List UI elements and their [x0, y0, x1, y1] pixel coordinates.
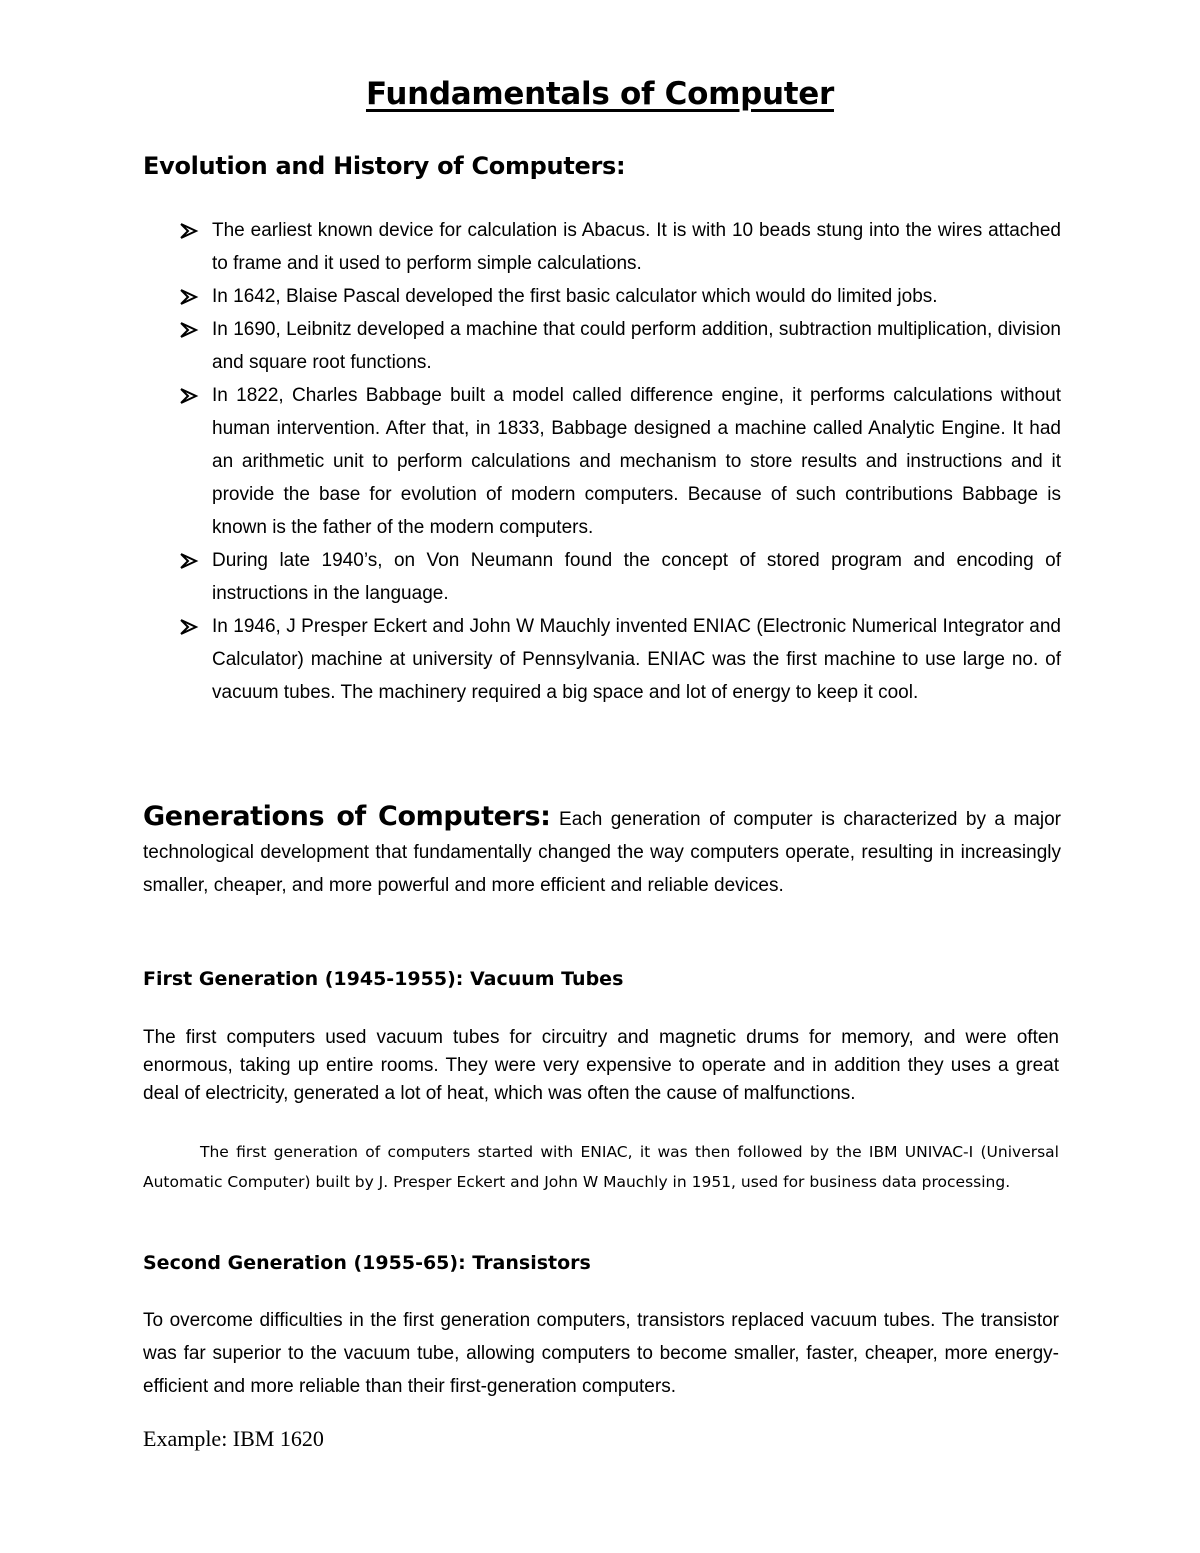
generations-section — [143, 800, 1061, 902]
evolution-heading: Evolution and History of Computers: — [143, 152, 626, 180]
arrow-bullet-icon — [178, 610, 200, 643]
bullet-text: In 1946, J Presper Eckert and John W Mauchly invented ENIAC (Electronic Numerical Integrator and Calculator) machine at university of Pennsylvania. ENIAC was the first machine to use large no. of vacuum tubes. The machinery required a big space and lot of energy to keep it cool. — [212, 616, 1061, 703]
arrow-bullet-icon — [178, 544, 200, 577]
second-generation-paragraph: To overcome difficulties in the first generation computers, transistors replaced vacuum tubes. The transistor was far superior to the vacuum tube, allowing computers to become smaller, faster, cheaper, more energy-efficient and more reliable than their first-generation computers. — [143, 1310, 1059, 1397]
arrow-bullet-icon — [178, 214, 200, 247]
arrow-bullet-icon — [178, 313, 200, 346]
evolution-bullet-list — [143, 214, 1061, 709]
list-item — [143, 379, 1061, 544]
document-title: Fundamentals of Computer — [365, 76, 834, 112]
first-generation-heading: First Generation (1945-1955): Vacuum Tubes — [143, 968, 624, 990]
generations-intro: Each generation of computer is characterized by a major technological development that fundamentally changed the way computers operate, resulting in increasingly smaller, cheaper, and more powerful and more efficient and reliable devices. — [143, 809, 1061, 896]
bullet-text: The earliest known device for calculation is Abacus. It is with 10 beads stung into the wires attached to frame and it used to perform simple calculations. — [212, 220, 1061, 274]
list-item — [143, 544, 1061, 610]
bullet-text: In 1642, Blaise Pascal developed the first basic calculator which would do limited jobs. — [212, 286, 938, 307]
example-line: Example: IBM 1620 — [143, 1426, 324, 1451]
first-generation-detail — [143, 1137, 1059, 1197]
first-generation-detail-text: The first generation of computers started with ENIAC, it was then followed by the IBM UNIVAC-I (Universal Automatic Computer) built by J. Presper Eckert and John W Mauchly in 1951, used for business data processing. — [143, 1143, 1059, 1191]
list-item — [143, 610, 1061, 709]
list-item — [143, 214, 1061, 280]
arrow-bullet-icon — [178, 280, 200, 313]
bullet-text: During late 1940’s, on Von Neumann found the concept of stored program and encoding of instructions in the language. — [212, 550, 1061, 604]
second-generation-heading: Second Generation (1955-65): Transistors — [143, 1252, 591, 1274]
list-item — [143, 280, 1061, 313]
list-item — [143, 313, 1061, 379]
generations-heading: Generations of Computers: — [143, 801, 551, 832]
first-generation-paragraph: The first computers used vacuum tubes for circuitry and magnetic drums for memory, and were often enormous, taking up entire rooms. They were very expensive to operate and in addition they uses a great deal of electricity, generated a lot of heat, which was often the cause of malfunctions. — [143, 1027, 1059, 1104]
arrow-bullet-icon — [178, 379, 200, 412]
bullet-text: In 1690, Leibnitz developed a machine that could perform addition, subtraction multiplication, division and square root functions. — [212, 319, 1061, 373]
bullet-text: In 1822, Charles Babbage built a model called difference engine, it performs calculations without human intervention. After that, in 1833, Babbage designed a machine called Analytic Engine. It had an arithmetic unit to perform calculations and mechanism to store results and instructions and it provide the base for evolution of modern computers. Because of such contributions Babbage is known is the father of the modern computers. — [212, 385, 1061, 538]
